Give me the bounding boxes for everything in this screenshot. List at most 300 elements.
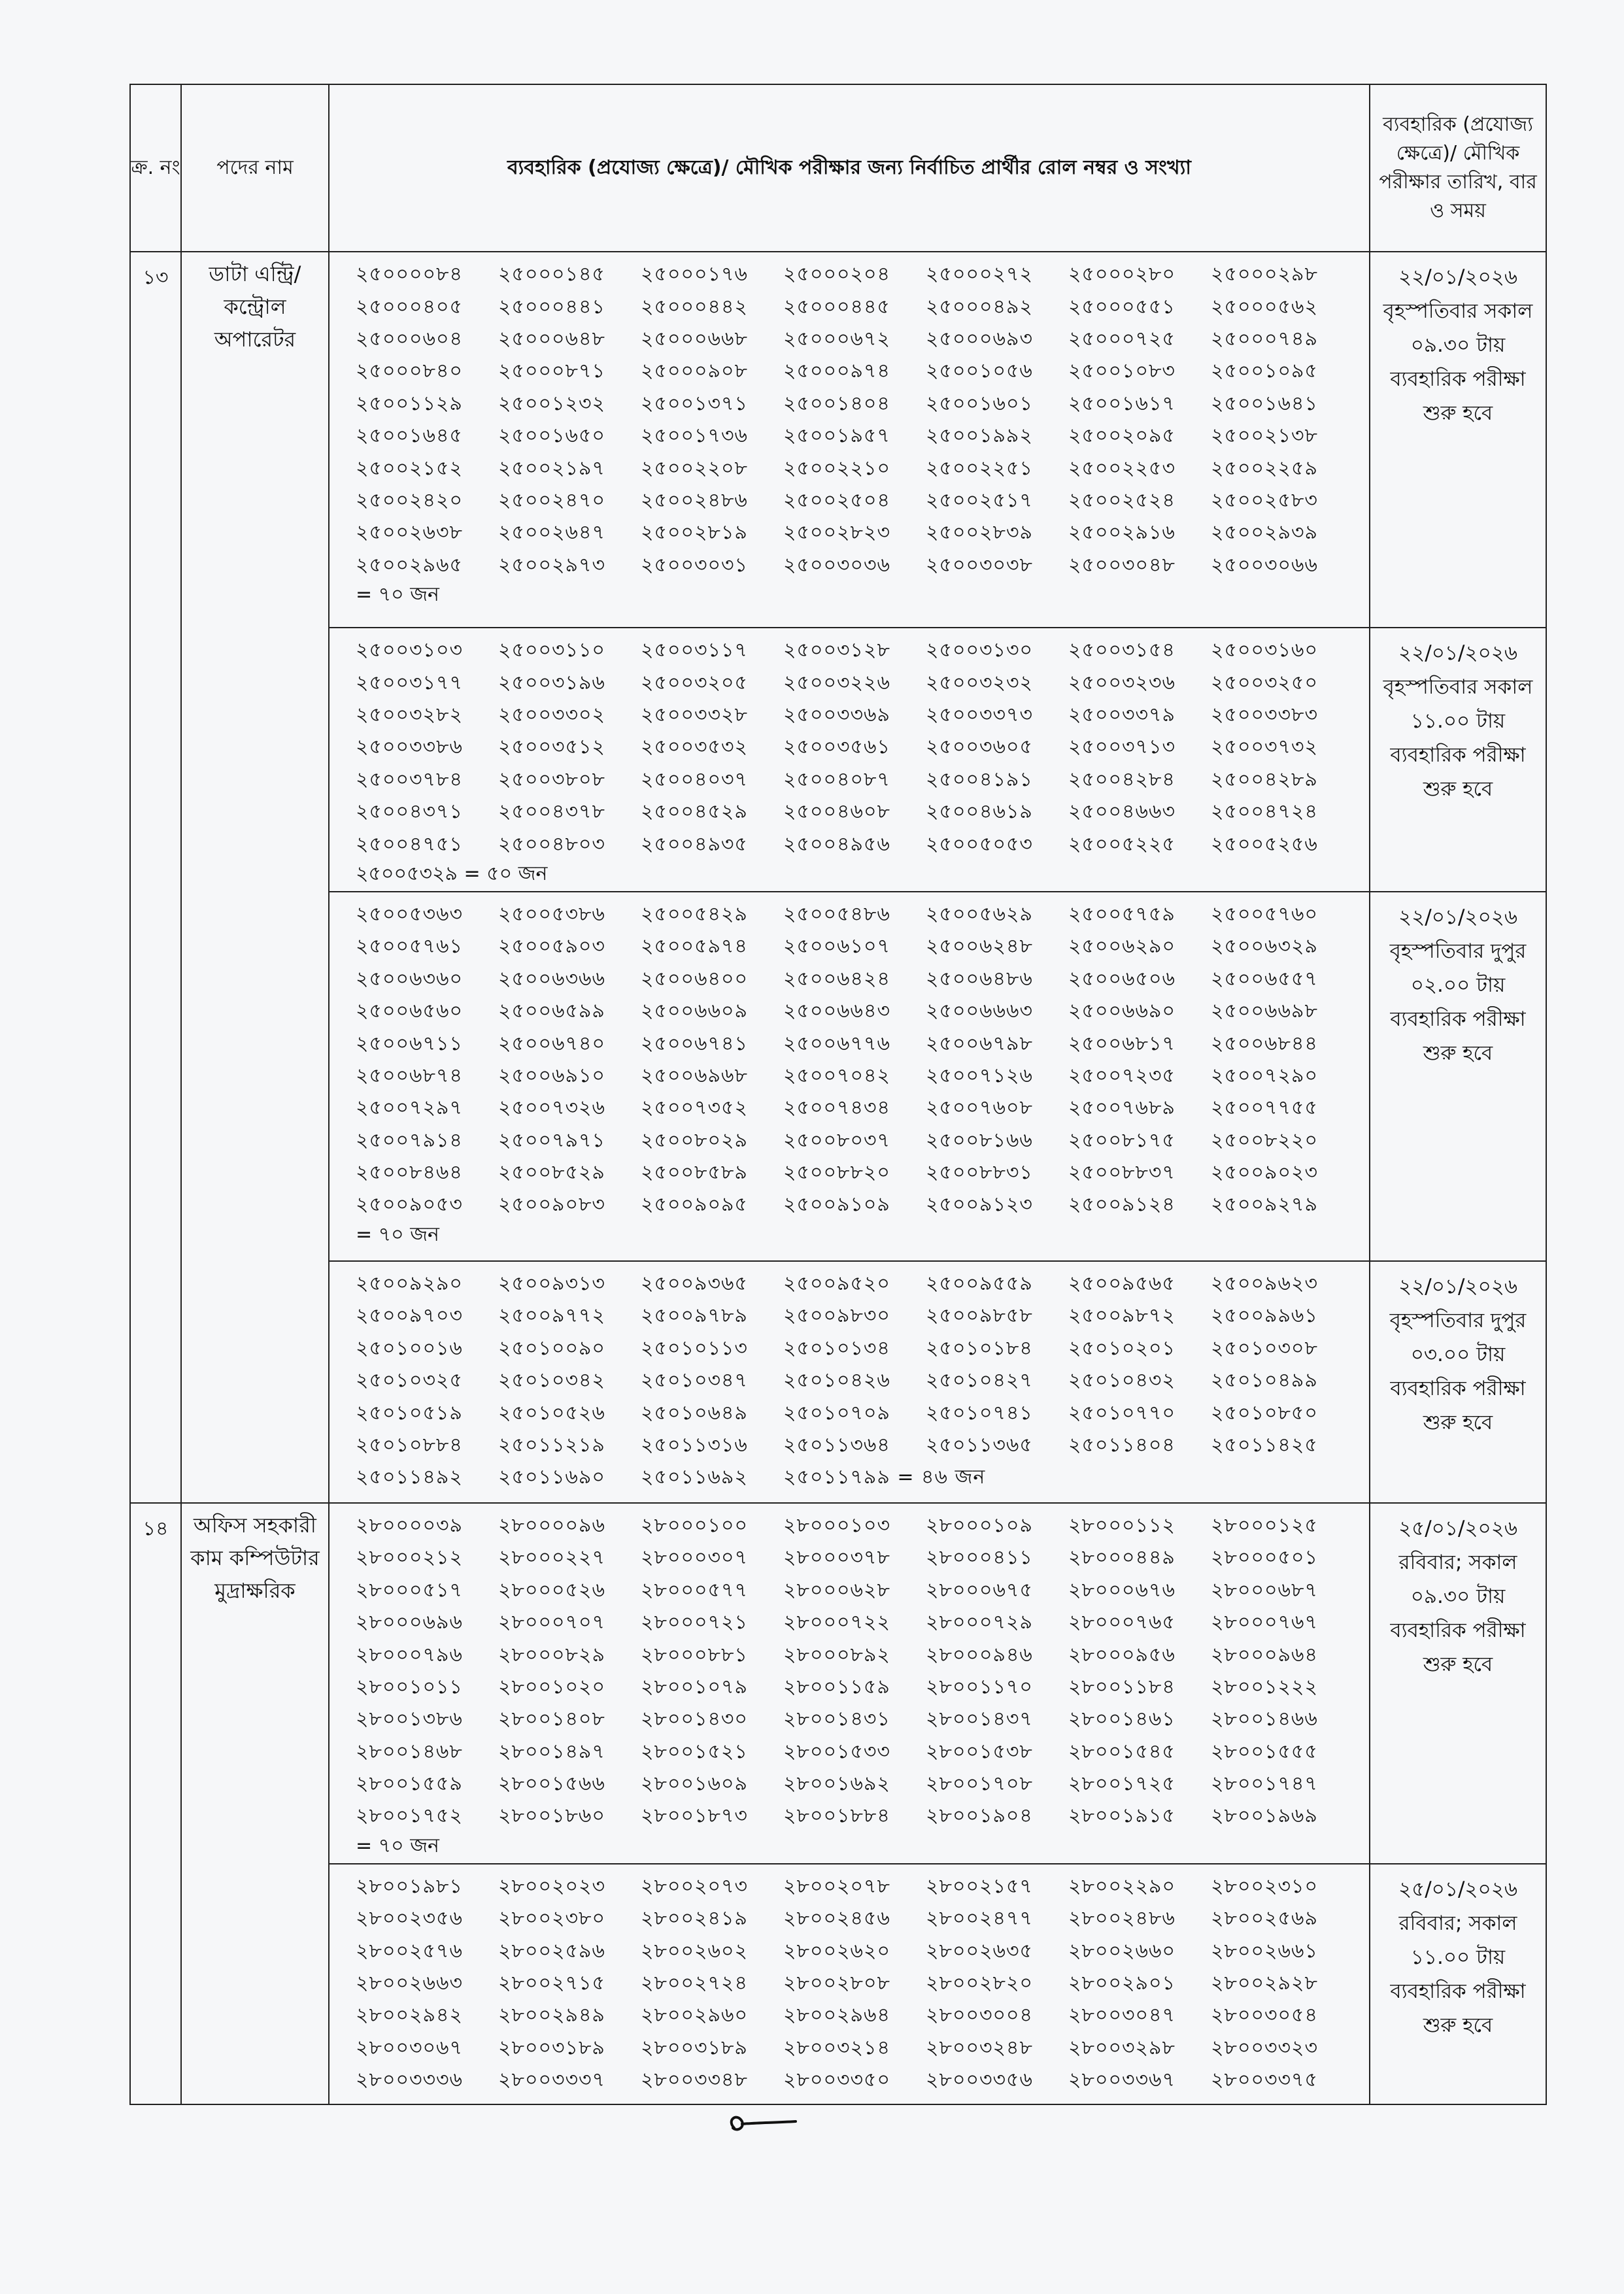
roll-number: ২৮০০১৪৩৭	[926, 1708, 1033, 1731]
roll-number: ২৫০০৩৭৩২	[1211, 735, 1319, 759]
roll-row-last	[356, 1462, 1369, 1494]
roll-number: ২৫০০২৫৮৩	[1211, 488, 1318, 512]
roll-row	[356, 1028, 1369, 1060]
roll-row	[356, 1768, 1369, 1800]
roll-number: ২৮০০৩০৬৭	[356, 2036, 464, 2059]
roll-number: ২৫০০৩৩৬৯	[783, 703, 890, 726]
roll-number: ২৫০০৬৬৬৩	[926, 1000, 1034, 1023]
roll-number: ২৫০০৯০২৩	[1211, 1161, 1318, 1185]
roll-number: ২৫০০৬৬৯৮	[1211, 1000, 1318, 1023]
roll-number: ২৫০০০৬০৪	[356, 327, 463, 350]
roll-number: ২৮০০১৪৬৬	[1211, 1708, 1318, 1731]
candidate-total: ২৫০০৫৩২৯ = ৫০ জন	[356, 862, 548, 885]
roll-number: ২৫০০৪৩৭৮	[498, 800, 605, 824]
candidate-total: = ৭০ জন	[356, 1834, 439, 1857]
roll-number: ২৫০০৬৫০৬	[1068, 967, 1176, 990]
roll-number: ২৫০০০৭৪৯	[1211, 327, 1318, 350]
roll-number: ২৫০০২১৯৭	[498, 456, 605, 480]
roll-row	[356, 1333, 1369, 1365]
roll-number: ২৫০১০০১৬	[356, 1336, 463, 1360]
roll-number: ২৫০১১৩৬৪	[783, 1433, 890, 1457]
roll-number: ২৫০০২০৯৫	[1068, 424, 1176, 448]
roll-row	[356, 828, 1369, 860]
roll-number: ২৮০০৩২৪৮	[926, 2036, 1033, 2059]
roll-number: ২৫০০৮৮২০	[783, 1161, 890, 1185]
roll-number: ২৮০০৩১৮৯	[498, 2036, 605, 2059]
roll-number: ২৫০০৬৬০৯	[641, 1000, 748, 1023]
roll-number: ২৫০০৩১৬০	[1211, 639, 1318, 662]
roll-row	[356, 388, 1369, 420]
roll-number: ২৮০০২৮০৮	[783, 1972, 890, 1995]
roll-number: ২৫০০৩০৩১	[641, 553, 748, 577]
roll-number: ২৫০০০৪৪৫	[783, 295, 890, 318]
roll-number: ২৫০০৬৫৯৯	[498, 1000, 605, 1023]
roll-number: ২৫০০৯১২৪	[1068, 1193, 1176, 1217]
roll-number: ২৫০০৬৬৯০	[1068, 1000, 1176, 1023]
roll-number: ২৫০০৯৩১৩	[498, 1272, 605, 1295]
roll-number-cell	[329, 892, 1370, 1261]
roll-number: ২৫০০১৯৫৭	[783, 424, 890, 448]
roll-number: ২৮০০০১০৯	[926, 1513, 1033, 1537]
roll-row	[356, 550, 1369, 582]
post-name: অফিস সহকারী কাম কম্পিউটার মুদ্রাক্ষরিক	[181, 1503, 329, 2104]
roll-number: ২৫০০৬৫৫৭	[1211, 967, 1318, 990]
roll-number: ২৫০০০২৯৮	[1211, 263, 1318, 286]
roll-number: ২৫০০৭১২৬	[926, 1064, 1033, 1087]
roll-number: ২৫০০২১৫২	[356, 456, 463, 480]
roll-number: ২৮০০১৯১৫	[1068, 1804, 1176, 1828]
roll-number: ২৫০০৭০৪২	[783, 1064, 890, 1087]
roll-number: ২৫০১০৭৭০	[1068, 1401, 1176, 1425]
roll-number: ২৫০০৬৪৮৬	[926, 967, 1033, 990]
roll-number: ২৫০১১৪০৪	[1068, 1433, 1176, 1457]
roll-number: ২৫০১১৭৯৯ = ৪৬ জন	[783, 1466, 986, 1489]
roll-number: ২৮০০১৬৯২	[783, 1772, 890, 1796]
roll-number: ২৫০০৫৩৬৩	[356, 902, 463, 926]
roll-number: ২৮০০০১১২	[1068, 1513, 1176, 1537]
roll-row	[356, 700, 1369, 732]
roll-number: ২৫০০৬৭৪১	[641, 1032, 748, 1055]
roll-row	[356, 517, 1369, 549]
post-group-row	[130, 628, 1546, 892]
roll-number: ২৮০০১৩৮৬	[356, 1708, 463, 1731]
roll-row	[356, 1800, 1369, 1832]
roll-number: ২৫০০৫৬২৯	[926, 902, 1033, 926]
roll-row	[356, 2000, 1369, 2032]
roll-number: ২৫০০৬৭৯৮	[926, 1032, 1033, 1055]
signature-mark	[722, 2108, 801, 2141]
roll-number: ২৫০০০৬৪৮	[498, 327, 605, 350]
roll-number: ২৫০০০১৪৫	[498, 263, 605, 286]
roll-number: ২৮০০১২২২	[1211, 1675, 1318, 1698]
roll-row	[356, 635, 1369, 667]
roll-number: ২৫০০৬৮৭৪	[356, 1064, 463, 1087]
roll-number: ২৫০০৩৩৭৩	[926, 703, 1034, 726]
roll-number: ২৫০০৪২৮৪	[1068, 767, 1176, 791]
roll-number-cell	[329, 628, 1370, 892]
roll-number: ২৮০০২৩১০	[1211, 1874, 1318, 1898]
roll-number: ২৫০০৩৩৮৬	[356, 735, 463, 759]
roll-number: ২৮০০০৭৯৬	[356, 1643, 463, 1666]
post-group-row	[130, 1503, 1546, 1864]
roll-number: ২৮০০০৫০১	[1211, 1546, 1318, 1570]
roll-number: ২৮০০২১৫৭	[926, 1874, 1033, 1898]
roll-number: ২৫০০৪০৩৭	[641, 767, 748, 791]
roll-number: ২৫০০৫৪৮৬	[783, 902, 890, 926]
roll-number: ২৮০০২৯৬৪	[783, 2004, 890, 2027]
roll-number: ২৫০০১০৮৩	[1068, 360, 1176, 383]
roll-number: ২৫০০৮১৭৫	[1068, 1128, 1176, 1152]
roll-number: ২৮০০১১৮৪	[1068, 1675, 1176, 1698]
roll-number: ২৫০০৯২৯০	[356, 1272, 463, 1295]
roll-row	[356, 324, 1369, 356]
roll-row	[356, 1736, 1369, 1768]
roll-number: ২৫০০১১২৯	[356, 392, 463, 415]
roll-number: ২৮০০২৭২৪	[641, 1972, 748, 1995]
roll-number: ২৮০০২৯৪৯	[498, 2004, 605, 2027]
roll-row	[356, 1157, 1369, 1189]
roll-number: ২৮০০০৬৯৬	[356, 1611, 463, 1634]
roll-row	[356, 1542, 1369, 1574]
roll-number: ২৫০০৬৮১৭	[1068, 1032, 1176, 1055]
roll-number: ২৫০০২৪৮৬	[641, 488, 748, 512]
roll-number: ২৫০০৫৭৫৯	[1068, 902, 1176, 926]
roll-number: ২৫০০৫৭৬০	[1211, 902, 1318, 926]
roll-number: ২৮০০৩১৮৯	[641, 2036, 748, 2059]
roll-number: ২৫০০৭৪৩৪	[783, 1096, 890, 1120]
post-group-row	[130, 252, 1546, 628]
roll-number: ২৮০০০৪৪৯	[1068, 1546, 1176, 1570]
roll-number: ২৮০০৩২৯৮	[1068, 2036, 1176, 2059]
roll-number: ২৮০০৩৩৩৭	[498, 2068, 606, 2092]
roll-number: ২৫০০৭২৯০	[1211, 1064, 1318, 1087]
roll-number: ২৮০০১৯৮১	[356, 1874, 463, 1898]
roll-number: ২৫০০৯৮৫৮	[926, 1304, 1033, 1328]
roll-number: ২৫০০৫৪২৯	[641, 902, 748, 926]
roll-number: ২৫০০৪৬৬৩	[1068, 800, 1176, 824]
roll-number: ২৮০০১৪৬৮	[356, 1740, 463, 1763]
roll-number: ২৮০০১৫৬৬	[498, 1772, 605, 1796]
roll-number: ২৫০০৪৩৭১	[356, 800, 463, 824]
header-post-name: পদের নাম	[181, 84, 329, 252]
roll-number: ২৫০০৯৯৬১	[1211, 1304, 1318, 1328]
roll-number: ২৫০১০৫১৯	[356, 1401, 463, 1425]
roll-number: ২৮০০১৮৮৪	[783, 1804, 890, 1828]
roll-number: ২৮০০১৫২১	[641, 1740, 748, 1763]
roll-number: ২৫০০৫৩৮৬	[498, 902, 605, 926]
roll-number: ২৮০০০২২৭	[498, 1546, 606, 1570]
roll-number: ২৫০০৭২৩৫	[1068, 1064, 1176, 1087]
roll-number: ২৫০০৬৭১১	[356, 1032, 463, 1055]
roll-number: ২৫০০১৬১৭	[1068, 392, 1176, 415]
roll-number: ২৮০০১৮৬০	[498, 1804, 605, 1828]
roll-number: ২৫০১০০৯০	[498, 1336, 605, 1360]
roll-number: ২৫০০০৬৯৩	[926, 327, 1033, 350]
roll-number: ২৮০০০৪১১	[926, 1546, 1033, 1570]
roll-row	[356, 452, 1369, 484]
roll-number: ২৮০০১০৭৯	[641, 1675, 748, 1698]
roll-number: ২৫০০৩০৩৬	[783, 553, 891, 577]
roll-row	[356, 764, 1369, 796]
roll-number: ২৮০০২৯০১	[1068, 1972, 1176, 1995]
roll-number: ২৫০১০৪৩২	[1068, 1369, 1176, 1392]
roll-number: ২৫০০৩৩৭৯	[1068, 703, 1176, 726]
roll-number: ২৮০০১৪৩০	[641, 1708, 748, 1731]
roll-number: ২৫০০৮৫৮৯	[641, 1161, 748, 1185]
roll-number: ২৫০১০৩০৮	[1211, 1336, 1318, 1360]
roll-number: ২৮০০২৫৭৬	[356, 1939, 463, 1963]
roll-row	[356, 1365, 1369, 1397]
roll-number: ২৮০০৩০৫৪	[1211, 2004, 1318, 2027]
roll-number: ২৮০০২০৭৮	[783, 1874, 890, 1898]
candidate-total: = ৭০ জন	[356, 582, 439, 606]
roll-number: ২৫০০৩১০৩	[356, 639, 463, 662]
roll-number: ২৫০০৪৮০৩	[498, 832, 605, 856]
roll-number: ২৮০০১৭২৫	[1068, 1772, 1176, 1796]
roll-number: ২৫০০৩১৫৪	[1068, 639, 1176, 662]
roll-number: ২৫০০৬৯৬৮	[641, 1064, 748, 1087]
roll-number: ২৫০০০৬৭২	[783, 327, 891, 350]
roll-number: ২৫০০৬৮৪৪	[1211, 1032, 1318, 1055]
roll-row	[356, 259, 1369, 291]
roll-number: ২৮০০৩০০৪	[926, 2004, 1033, 2027]
roll-number: ২৮০০০৫৭৭	[641, 1578, 748, 1602]
roll-number: ২৫০০৬২৯০	[1068, 935, 1176, 958]
roll-number: ২৫০০২২৫১	[926, 456, 1033, 480]
roll-number: ২৫০০১০৫৬	[926, 360, 1033, 383]
roll-number: ২৫০১০১১৩	[641, 1336, 748, 1360]
roll-number: ২৫০০৬৫৬০	[356, 1000, 463, 1023]
roll-number: ২৮০০২৯৬০	[641, 2004, 748, 2027]
roll-number: ২৮০০১৪৩১	[783, 1708, 890, 1731]
roll-row	[356, 1903, 1369, 1935]
roll-number-grid	[330, 1262, 1369, 1498]
roll-number: ২৫০০২২০৮	[641, 456, 748, 480]
roll-row	[356, 1607, 1369, 1639]
roll-number: ২৫০০৯০৮৩	[498, 1193, 605, 1217]
roll-number: ২৫০০০১৭৬	[641, 263, 748, 286]
roll-number: ২৫০০৬৯১০	[498, 1064, 605, 1087]
roll-number: ২৫০০২৫২৪	[1068, 488, 1176, 512]
roll-number: ২৫০০৮১৬৬	[926, 1128, 1033, 1152]
roll-number: ২৮০০১৪৯৭	[498, 1740, 605, 1763]
roll-number-grid	[330, 1864, 1369, 2101]
roll-number: ২৫০০০৪৪২	[641, 295, 748, 318]
roll-number: ২৫০০৩৫১২	[498, 735, 605, 759]
roll-number: ২৫০০৬৪০০	[641, 967, 748, 990]
roll-number: ২৫০০৩০৪৮	[1068, 553, 1176, 577]
roll-number: ২৫০০৩৩৮৩	[1211, 703, 1318, 726]
roll-row	[356, 1510, 1369, 1542]
roll-number: ২৮০০১০২০	[498, 1675, 605, 1698]
roll-number: ২৫০০০৫৫১	[1068, 295, 1176, 318]
roll-number: ২৫০০২৯৭৩	[498, 553, 605, 577]
roll-number: ২৫০১১৬৯২	[641, 1466, 748, 1489]
roll-number: ২৫০০২৬৪৭	[498, 521, 605, 545]
roll-number: ২৫০০৬৭৪০	[498, 1032, 605, 1055]
roll-number: ২৮০০০৯৪৬	[926, 1643, 1033, 1666]
roll-number: ২৮০০০০৩৯	[356, 1513, 463, 1537]
roll-number: ২৫০০৩২২৬	[783, 671, 891, 694]
roll-number: ২৫০১১৩১৬	[641, 1433, 748, 1457]
roll-number: ২৫০০৮০২৯	[641, 1128, 748, 1152]
roll-number: ২৫০০৮৮৩১	[926, 1161, 1033, 1185]
roll-number: ২৮০০২০৭৩	[641, 1874, 749, 1898]
roll-number-grid	[330, 892, 1369, 1252]
roll-number: ২৮০০০৩৭৮	[783, 1546, 890, 1570]
roll-number: ২৮০০২৬৬১	[1211, 1939, 1318, 1963]
roll-number: ২৮০০২৬২০	[783, 1939, 891, 1963]
exam-schedule: ২২/০১/২০২৬ বৃহস্পতিবার দুপুর ০৩.০০ টায় ব্যবহারিক পরীক্ষা শুরু হবে	[1370, 1261, 1546, 1503]
roll-number: ২৫০০৫৯০৩	[498, 935, 605, 958]
roll-number: ২৮০০০৬৭৫	[926, 1578, 1033, 1602]
roll-number: ২৫০০১৬০১	[926, 392, 1033, 415]
roll-number: ২৮০০০৯৬৪	[1211, 1643, 1318, 1666]
roll-number: ২৫০০৯৫৬৫	[1068, 1272, 1176, 1295]
roll-number: ২৫০০১৩৭১	[641, 392, 748, 415]
roll-row	[356, 996, 1369, 1028]
roll-row	[356, 1430, 1369, 1462]
roll-number: ২৮০০২৬০২	[641, 1939, 749, 1963]
post-group-row	[130, 892, 1546, 1261]
roll-number: ২৮০০০৬৭৬	[1068, 1578, 1176, 1602]
roll-number: ২৫০০০৬৬৮	[641, 327, 748, 350]
roll-number: ২৫০০৬৩৬০	[356, 967, 464, 990]
roll-number: ২৫০০৯২৭৯	[1211, 1193, 1318, 1217]
roll-number: ২৮০০৩২১৪	[783, 2036, 890, 2059]
roll-number: ২৫০০৪২৮৯	[1211, 767, 1318, 791]
roll-number: ২৮০০০১২৫	[1211, 1513, 1318, 1537]
roll-number: ২৫০০৩২৩২	[926, 671, 1034, 694]
roll-number: ২৮০০০২১২	[356, 1546, 463, 1570]
roll-row	[356, 1124, 1369, 1156]
roll-number: ২৮০০১১৫৯	[783, 1675, 890, 1698]
roll-number: ২৫০০৭৬০৮	[926, 1096, 1033, 1120]
roll-number: ২৮০০২৫৬৯	[1211, 1907, 1318, 1931]
roll-number: ২৫০০১৬৪১	[1211, 392, 1318, 415]
roll-number: ২৫০০৩১১৭	[641, 639, 748, 662]
roll-number: ২৮০০৩৩৬৭	[1068, 2068, 1176, 2092]
header-roll-numbers: ব্যবহারিক (প্রযোজ্য ক্ষেত্রে)/ মৌখিক পরীক্ষার জন্য নির্বাচিত প্রার্থীর রোল নম্বর ও সংখ্যা	[329, 84, 1370, 252]
roll-number: ২৫০০২৮১৯	[641, 521, 748, 545]
roll-number: ২৫০১০১৮৪	[926, 1336, 1033, 1360]
roll-number-cell	[329, 1503, 1370, 1864]
serial-number: ১৪	[130, 1503, 181, 2104]
roll-number: ২৫০০১৬৪৫	[356, 424, 463, 448]
roll-number: ২৫০০৩২৩৬	[1068, 671, 1176, 694]
roll-number: ২৫০১০৫২৬	[498, 1401, 605, 1425]
roll-row	[356, 420, 1369, 452]
roll-number: ২৮০০০১০০	[641, 1513, 748, 1537]
roll-number: ২৫০০৯৮৩০	[783, 1304, 890, 1328]
roll-number: ২৫০০৫৭৬১	[356, 935, 463, 958]
roll-number: ২৫০১০৩২৫	[356, 1369, 463, 1392]
roll-number: ২৫০০৭৭৫৫	[1211, 1096, 1318, 1120]
roll-number: ২৮০০১০১১	[356, 1675, 463, 1698]
exam-schedule: ২৫/০১/২০২৬ রবিবার; সকাল ০৯.৩০ টায় ব্যবহারিক পরীক্ষা শুরু হবে	[1370, 1503, 1546, 1864]
roll-number: ২৫০০১০৯৫	[1211, 360, 1318, 383]
roll-number: ২৫০০৬৩৬৬	[498, 967, 606, 990]
roll-number: ২৫০০১৪০৪	[783, 392, 890, 415]
roll-number: ২৫০০৩৭১৩	[1068, 735, 1176, 759]
roll-number-cell	[329, 1261, 1370, 1503]
roll-number: ২৫০০৬৬৪৩	[783, 1000, 890, 1023]
roll-row	[356, 2065, 1369, 2097]
roll-number: ২৮০০০৭২১	[641, 1611, 748, 1634]
roll-number: ২৫০০৩৭৮৪	[356, 767, 463, 791]
roll-number: ২৫০১০৩৪৭	[641, 1369, 748, 1392]
roll-number: ২৫০০৪৭৫১	[356, 832, 463, 856]
roll-number: ২৫০০৭৯১৪	[356, 1128, 463, 1152]
roll-number: ২৮০০১৫৪৫	[1068, 1740, 1176, 1763]
roll-number-cell	[329, 252, 1370, 628]
roll-number: ২৮০০০৮২৯	[498, 1643, 605, 1666]
roll-number: ২৫০০০৯৭৪	[783, 360, 890, 383]
roll-number: ২৫০০৯৩৬৫	[641, 1272, 748, 1295]
roll-number: ২৫০০৩২৮২	[356, 703, 463, 726]
roll-number: ২৫০০২৪২০	[356, 488, 463, 512]
roll-number: ২৫০০০৪৪১	[498, 295, 605, 318]
roll-number: ২৮০০০৭২৯	[926, 1611, 1033, 1634]
roll-number: ২৮০০০৮৯২	[783, 1643, 890, 1666]
roll-number: ২৫০১১৪২৫	[1211, 1433, 1318, 1457]
exam-schedule: ২২/০১/২০২৬ বৃহস্পতিবার সকাল ০৯.৩০ টায় ব্যবহারিক পরীক্ষা শুরু হবে	[1370, 252, 1546, 628]
roll-number: ২৫০০৪০৮৭	[783, 767, 890, 791]
roll-number: ২৫০০৪৬০৮	[783, 800, 890, 824]
roll-number: ২৮০০৩৩৫০	[783, 2068, 890, 2092]
roll-number: ২৮০০৩০৪৭	[1068, 2004, 1176, 2027]
roll-number: ২৮০০৩৩৩৬	[356, 2068, 464, 2092]
roll-number: ২৮০০০৭০৭	[498, 1611, 606, 1634]
roll-number: ২৮০০৩৩৭৫	[1211, 2068, 1318, 2092]
roll-number: ২৫০০৩১১০	[498, 639, 605, 662]
roll-number: ২৫০০৯৭৭২	[498, 1304, 605, 1328]
roll-number: ২৮০০২৯২৮	[1211, 1972, 1318, 1995]
roll-number: ২৮০০১৫৩৮	[926, 1740, 1033, 1763]
roll-number: ২৫০০৯১০৯	[783, 1193, 890, 1217]
roll-number: ২৮০০২৪৭৭	[926, 1907, 1033, 1931]
roll-number: ২৫০১০৭৪১	[926, 1401, 1033, 1425]
roll-number: ২৫০০৩৮০৮	[498, 767, 605, 791]
roll-number: ২৫০০৩৬০৫	[926, 735, 1033, 759]
roll-number: ২৮০০০৫১৭	[356, 1578, 463, 1602]
roll-row	[356, 1935, 1369, 1967]
roll-number: ২৮০০২৬৬৩	[356, 1972, 464, 1995]
roll-number: ২৮০০০৭২২	[783, 1611, 891, 1634]
roll-number: ২৫০০৪১৯১	[926, 767, 1033, 791]
exam-schedule: ২২/০১/২০২৬ বৃহস্পতিবার দুপুর ০২.০০ টায় ব্যবহারিক পরীক্ষা শুরু হবে	[1370, 892, 1546, 1261]
roll-number: ২৫০১০১৩৪	[783, 1336, 890, 1360]
roll-row	[356, 1639, 1369, 1671]
roll-number: ২৫০০৯০৫৩	[356, 1193, 463, 1217]
roll-number: ২৫০০২৫০৪	[783, 488, 890, 512]
roll-number: ২৫০০৮৪৬৪	[356, 1161, 463, 1185]
roll-number: ২৫০০১৯৯২	[926, 424, 1033, 448]
roll-number: ২৮০০২৬৬০	[1068, 1939, 1176, 1963]
roll-number: ২৫০০২২৫৩	[1068, 456, 1176, 480]
roll-row	[356, 1268, 1369, 1300]
roll-number: ২৫০১০৪২৬	[783, 1369, 890, 1392]
roll-number: ২৫০০৪৬১৯	[926, 800, 1033, 824]
roll-number: ২৫০০৮০৩৭	[783, 1128, 890, 1152]
roll-number: ২৮০০১৬০৯	[641, 1772, 748, 1796]
roll-number: ২৫০০৫০৫৩	[926, 832, 1033, 856]
table-body	[130, 252, 1546, 2104]
roll-number: ২৮০০১৫৫৯	[356, 1772, 463, 1796]
roll-number: ২৫০০৩৩০২	[498, 703, 606, 726]
roll-row	[356, 2033, 1369, 2065]
roll-number: ২৫০০৮৮৩৭	[1068, 1161, 1176, 1185]
